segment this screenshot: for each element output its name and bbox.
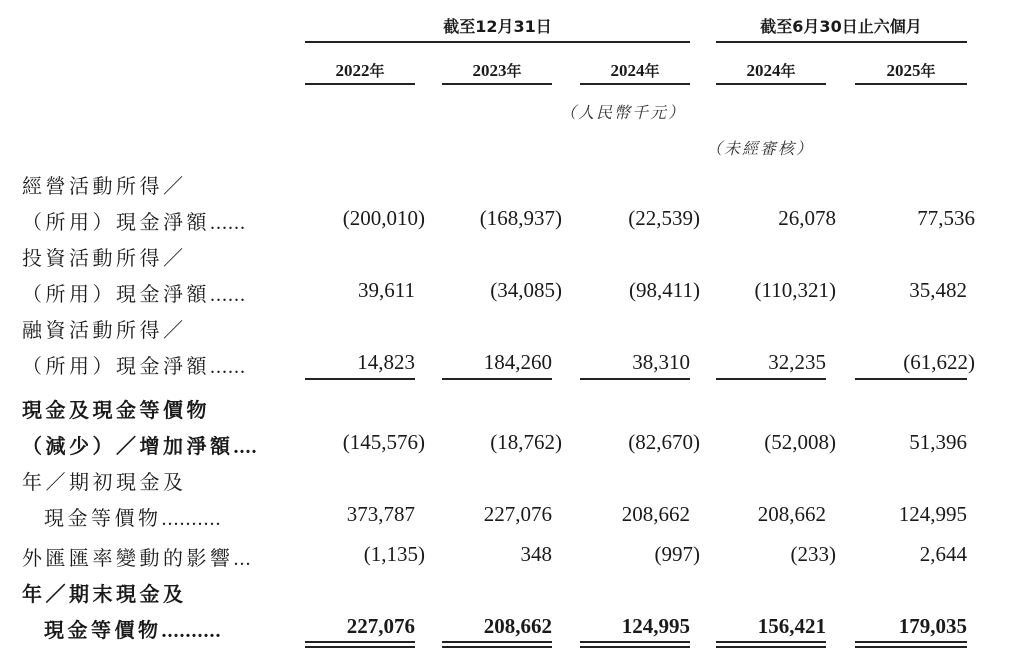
subtotal-rule-2025-interim [855, 378, 967, 380]
row-investing-label-line1: 投資活動所得／ [22, 246, 187, 270]
row-opening-value-2024-full: 208,662 [621, 502, 690, 526]
total-double-rule-2025-interim [855, 641, 967, 648]
row-operating-value-2024-full: (22,539) [628, 206, 700, 230]
row-closing-value-2022: 227,076 [346, 614, 415, 638]
subtotal-rule-2024-full [580, 378, 690, 380]
row-net-change-label-line1: 現金及現金等價物 [22, 398, 210, 422]
row-fx-effect-value-2022: (1,135) [363, 542, 425, 566]
row-investing-value-2024-interim: (110,321) [754, 278, 836, 302]
row-net-change-label-line2: （減少）／增加淨額.... [22, 434, 258, 458]
row-investing-label-line2: （所用）現金淨額...... [22, 282, 246, 306]
group-header-year-ended: 截至12月31日 [443, 17, 552, 36]
leader-dots: .......... [161, 508, 222, 530]
row-opening-label-line2: 現金等價物.......... [44, 506, 222, 530]
unaudited-note: （未經審核） [706, 139, 815, 158]
row-net-change-value-2023: (18,762) [490, 430, 562, 454]
group-rule-year-ended [305, 41, 690, 43]
row-financing-label-line2: （所用）現金淨額...... [22, 354, 246, 378]
row-fx-effect-value-2023: 348 [520, 542, 552, 566]
group-rule-six-months [716, 41, 967, 43]
row-investing-value-2024-full: (98,411) [629, 278, 700, 302]
row-operating-label-line1: 經營活動所得／ [22, 174, 187, 198]
row-net-change-value-2024-full: (82,670) [628, 430, 700, 454]
total-double-rule-2024-full [580, 641, 690, 648]
row-fx-effect-value-2025-interim: 2,644 [919, 542, 967, 566]
year-header-2023: 2023年 [472, 61, 522, 80]
year-rule-2024-interim [716, 83, 826, 85]
row-closing-value-2023: 208,662 [483, 614, 552, 638]
row-financing-value-2022: 14,823 [357, 350, 415, 374]
row-closing-value-2024-interim: 156,421 [757, 614, 826, 638]
row-operating-value-2022: (200,010) [342, 206, 425, 230]
leader-dots: .......... [161, 620, 222, 642]
leader-dots: ...... [210, 212, 246, 234]
row-closing-value-2025-interim: 179,035 [898, 614, 967, 638]
total-double-rule-2022 [305, 641, 415, 648]
row-financing-value-2024-full: 38,310 [632, 350, 690, 374]
row-financing-value-2024-interim: 32,235 [768, 350, 826, 374]
leader-dots: .... [233, 436, 258, 458]
row-closing-value-2024-full: 124,995 [621, 614, 690, 638]
row-opening-value-2024-interim: 208,662 [757, 502, 826, 526]
row-operating-value-2023: (168,937) [479, 206, 562, 230]
total-double-rule-2024-interim [716, 641, 826, 648]
year-header-2024-full: 2024年 [610, 61, 660, 80]
leader-dots: ... [233, 548, 252, 570]
row-net-change-value-2024-interim: (52,008) [764, 430, 836, 454]
row-financing-label-line1: 融資活動所得／ [22, 318, 187, 342]
row-investing-value-2022: 39,611 [358, 278, 415, 302]
row-operating-label-line2: （所用）現金淨額...... [22, 210, 246, 234]
year-rule-2023 [442, 83, 552, 85]
leader-dots: ...... [210, 284, 246, 306]
year-rule-2022 [305, 83, 415, 85]
row-opening-value-2023: 227,076 [483, 502, 552, 526]
year-rule-2024-full [580, 83, 690, 85]
row-fx-effect-label: 外匯匯率變動的影響... [22, 546, 252, 570]
year-header-2024-interim: 2024年 [746, 61, 796, 80]
row-investing-value-2023: (34,085) [490, 278, 562, 302]
total-double-rule-2023 [442, 641, 552, 648]
row-closing-label-line1: 年／期末現金及 [22, 582, 187, 606]
row-investing-value-2025-interim: 35,482 [909, 278, 967, 302]
year-header-2025-interim: 2025年 [886, 61, 936, 80]
year-header-2022: 2022年 [335, 61, 385, 80]
row-closing-label-line2: 現金等價物.......... [44, 618, 222, 642]
subtotal-rule-2022 [305, 378, 415, 380]
leader-dots: ...... [210, 356, 246, 378]
row-net-change-value-2022: (145,576) [342, 430, 425, 454]
row-fx-effect-value-2024-full: (997) [654, 542, 700, 566]
row-operating-value-2024-interim: 26,078 [778, 206, 836, 230]
group-header-six-months: 截至6月30日止六個月 [760, 17, 922, 36]
row-fx-effect-value-2024-interim: (233) [790, 542, 836, 566]
row-operating-value-2025-interim: 77,536 [917, 206, 975, 230]
row-net-change-value-2025-interim: 51,396 [909, 430, 967, 454]
row-financing-value-2025-interim: (61,622) [903, 350, 975, 374]
subtotal-rule-2023 [442, 378, 552, 380]
currency-note: （人民幣千元） [560, 103, 687, 122]
row-financing-value-2023: 184,260 [483, 350, 552, 374]
subtotal-rule-2024-interim [716, 378, 826, 380]
row-opening-value-2025-interim: 124,995 [898, 502, 967, 526]
row-opening-value-2022: 373,787 [346, 502, 415, 526]
row-opening-label-line1: 年／期初現金及 [22, 470, 187, 494]
year-rule-2025-interim [855, 83, 967, 85]
